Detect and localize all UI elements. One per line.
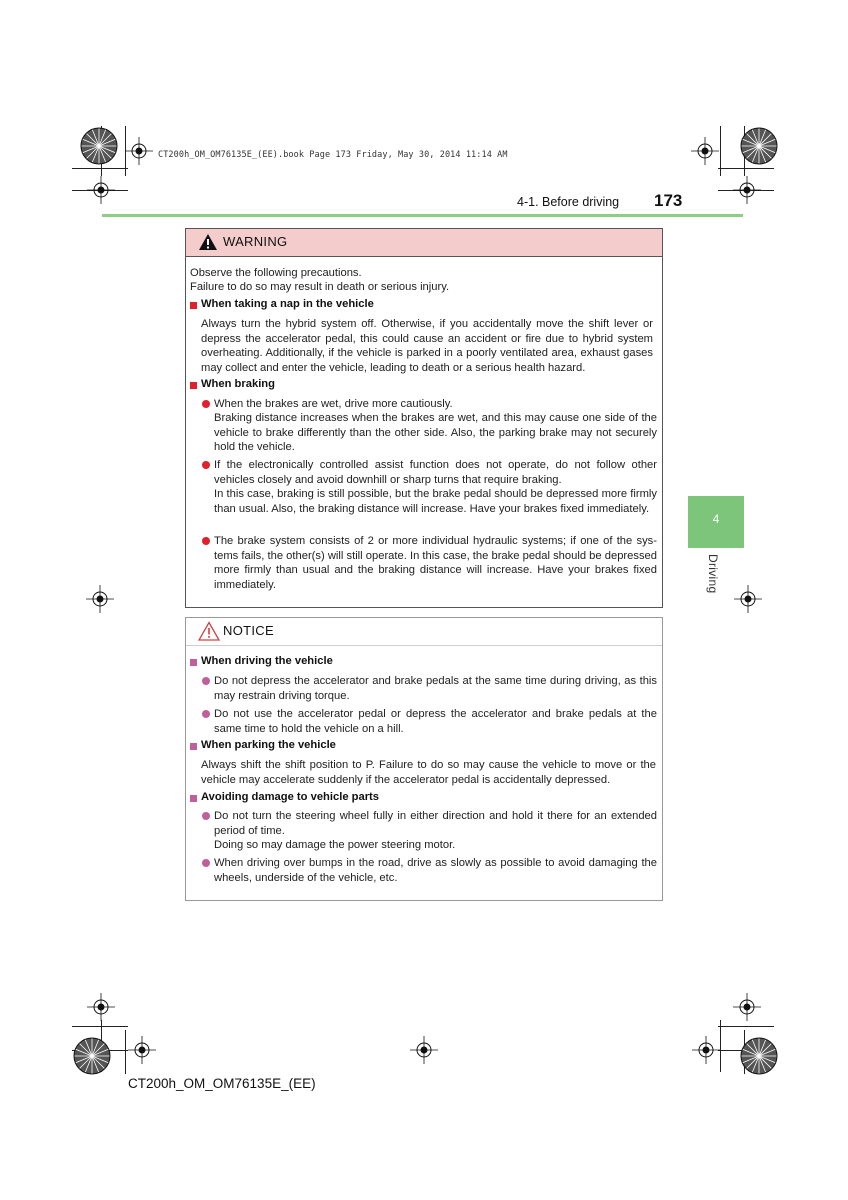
crosshair-target-icon (87, 176, 115, 204)
warning-triangle-icon (198, 233, 218, 251)
header-rule (102, 214, 743, 217)
bullet-dot-icon (202, 812, 210, 820)
registration-starburst-icon (79, 126, 119, 166)
registration-starburst-icon (72, 1036, 112, 1076)
notice-damage-item-1-line: Do not turn the steering wheel fully in either direction and hold it there for an extended period of time. (214, 810, 657, 837)
section-title: 4-1. Before driving (517, 195, 620, 209)
crosshair-target-icon (86, 585, 114, 613)
braking-item-2-line: If the electronically controlled assist function does not operate, do not follow other vehicles closely and avoid downhill or sharp turns that require braking. (214, 459, 657, 486)
crop-line (718, 1026, 774, 1027)
section-square-icon (190, 743, 197, 750)
section-square-icon (190, 795, 197, 802)
print-info: CT200h_OM_OM76135E_(EE).book Page 173 Friday, May 30, 2014 11:14 AM (158, 150, 508, 160)
braking-item-3-line: The brake system consists of 2 or more individual hydraulic systems; if one of the sys-tems fails, the other(s) will still operate. In this case, the brake pedal should be depressed more firmly than usual and the braking distance will increase. Have your brakes fixed immediately. (214, 535, 657, 591)
notice-header (186, 618, 662, 646)
warning-intro-2: Failure to do so may result in death or serious injury. (190, 281, 450, 293)
crop-line (72, 168, 128, 169)
section-square-icon (190, 382, 197, 389)
warning-header (186, 229, 662, 257)
section-square-icon (190, 659, 197, 666)
notice-driving-item-2: Do not use the accelerator pedal or depress the accelerator and brake pedals at the same time to hold the vehicle on a hill. (214, 708, 657, 735)
crosshair-target-icon (734, 585, 762, 613)
warning-nap-body: Always turn the hybrid system off. Otherwise, if you accidentally move the shift lever or depress the accelerator pedal, this could cause an accident or fire due to hybrid system overheating. Additionally, if the vehicle is parked in a poorly ventilated area, exhaust gases may collect and enter the vehicle, leading to death or a serious health hazard. (201, 318, 653, 374)
footer-code: CT200h_OM_OM76135E_(EE) (128, 1076, 316, 1091)
crosshair-target-icon (733, 176, 761, 204)
bullet-dot-icon (202, 400, 210, 408)
crosshair-target-icon (87, 993, 115, 1021)
bullet-dot-icon (202, 461, 210, 469)
registration-starburst-icon (739, 1036, 779, 1076)
crop-line (72, 1026, 128, 1027)
warning-nap-heading: When taking a nap in the vehicle (201, 298, 374, 310)
crosshair-target-icon (125, 137, 153, 165)
crosshair-target-icon (691, 137, 719, 165)
crop-line (718, 168, 774, 169)
braking-item-1-line: When the brakes are wet, drive more cautiously. (214, 398, 453, 410)
chapter-number: 4 (712, 512, 720, 526)
bullet-dot-icon (202, 677, 210, 685)
crosshair-target-icon (128, 1036, 156, 1064)
crosshair-target-icon (410, 1036, 438, 1064)
registration-starburst-icon (739, 126, 779, 166)
notice-driving-item-1: Do not depress the accelerator and brake pedals at the same time during driving, as this may restrain driving torque. (214, 675, 657, 702)
bullet-dot-icon (202, 859, 210, 867)
crosshair-target-icon (692, 1036, 720, 1064)
braking-item-1-body: Braking distance increases when the brakes are wet, and this may cause one side of the vehicle to brake differently than the other side. Also, the parking brake may not securely hold the vehicle. (214, 412, 657, 453)
caution-triangle-icon (198, 621, 220, 641)
notice-parking-heading: When parking the vehicle (201, 739, 336, 751)
warning-braking-heading: When braking (201, 378, 275, 390)
chapter-label: Driving (706, 554, 720, 594)
braking-item-2-body: In this case, braking is still possible, but the brake pedal should be depressed more firmly than usual. Also, the braking distance will increase. Have your brakes fixed immediately. (214, 488, 657, 515)
page-number: 173 (654, 191, 683, 210)
notice-damage-item-1-body: Doing so may damage the power steering motor. (214, 839, 456, 851)
warning-title: WARNING (223, 234, 288, 249)
notice-parking-body: Always shift the shift position to P. Failure to do so may cause the vehicle to move or the vehicle may accelerate suddenly if the accelerator pedal is accidentally depressed. (201, 759, 656, 786)
warning-intro: Observe the following precautions. (190, 267, 362, 279)
notice-driving-heading: When driving the vehicle (201, 655, 333, 667)
notice-damage-heading: Avoiding damage to vehicle parts (201, 791, 380, 803)
section-square-icon (190, 302, 197, 309)
notice-title: NOTICE (223, 623, 274, 638)
chapter-tab (688, 496, 744, 548)
crop-line (125, 1030, 126, 1074)
notice-damage-item-2-line: When driving over bumps in the road, drive as slowly as possible to avoid damaging the wheels, underside of the vehicle, etc. (214, 857, 657, 884)
bullet-dot-icon (202, 537, 210, 545)
crop-line (720, 1020, 721, 1072)
bullet-dot-icon (202, 710, 210, 718)
crosshair-target-icon (733, 993, 761, 1021)
